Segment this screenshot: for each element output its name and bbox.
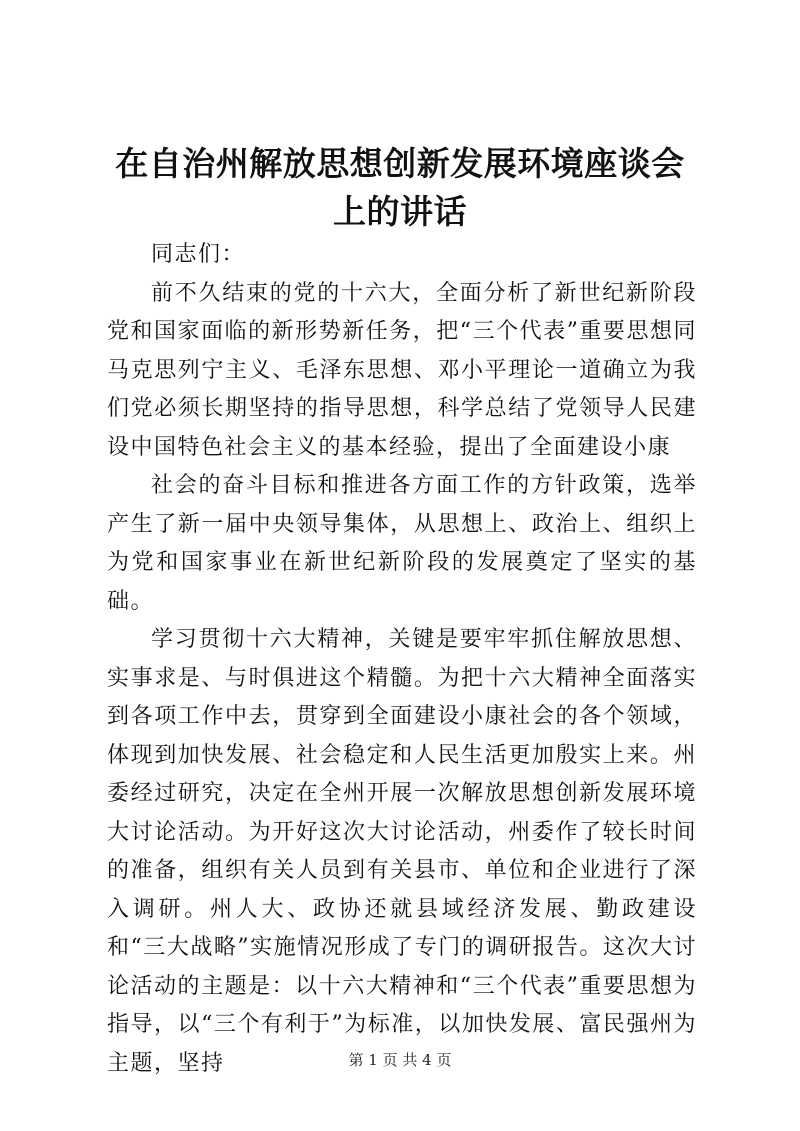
page-footer: 第 1 页 共 4 页 [348, 1051, 452, 1069]
body-paragraph-3: 学习贯彻十六大精神，关键是要牢牢抓住解放思想、实事求是、与时俱进这个精髓。为把十六大精神全面落实到各项工作中去，贯穿到全面建设小康社会的各个领域，体现到加快发展、社会稳定和人民生活更加殷实上来。州委经过研究，决定在全州开展一次解放思想创新发展环境大讨论活动。为开好这次大讨论活动，州委作了较长时间的准备，组织有关人员到有关县市、单位和企业进行了深入调研。州人大、政协还就县域经济发展、勤政建设和“三大战略”实施情况形成了专门的调研报告。这次大讨论活动的主题是：以十六大精神和“三个代表”重要思想为指导，以“三个有利于”为标准，以加快发展、富民强州为主题，坚持 [107, 627, 697, 1076]
body-paragraph-1: 前不久结束的党的十六大，全面分析了新世纪新阶段党和国家面临的新形势新任务，把“三个代表”重要思想同马克思列宁主义、毛泽东思想、邓小平理论一道确立为我们党必须长期坚持的指导思想，科学总结了党领导人民建设中国特色社会主义的基本经验，提出了全面建设小康 [107, 280, 697, 460]
document-body [107, 236, 697, 1083]
body-paragraph-2: 社会的奋斗目标和推进各方面工作的方针政策，选举产生了新一届中央领导集体，从思想上、政治上、组织上为党和国家事业在新世纪新阶段的发展奠定了坚实的基础。 [107, 473, 697, 614]
salutation: 同志们： [151, 242, 246, 267]
document-title: 在自治州解放思想创新发展环境座谈会上的讲话 [115, 144, 685, 231]
